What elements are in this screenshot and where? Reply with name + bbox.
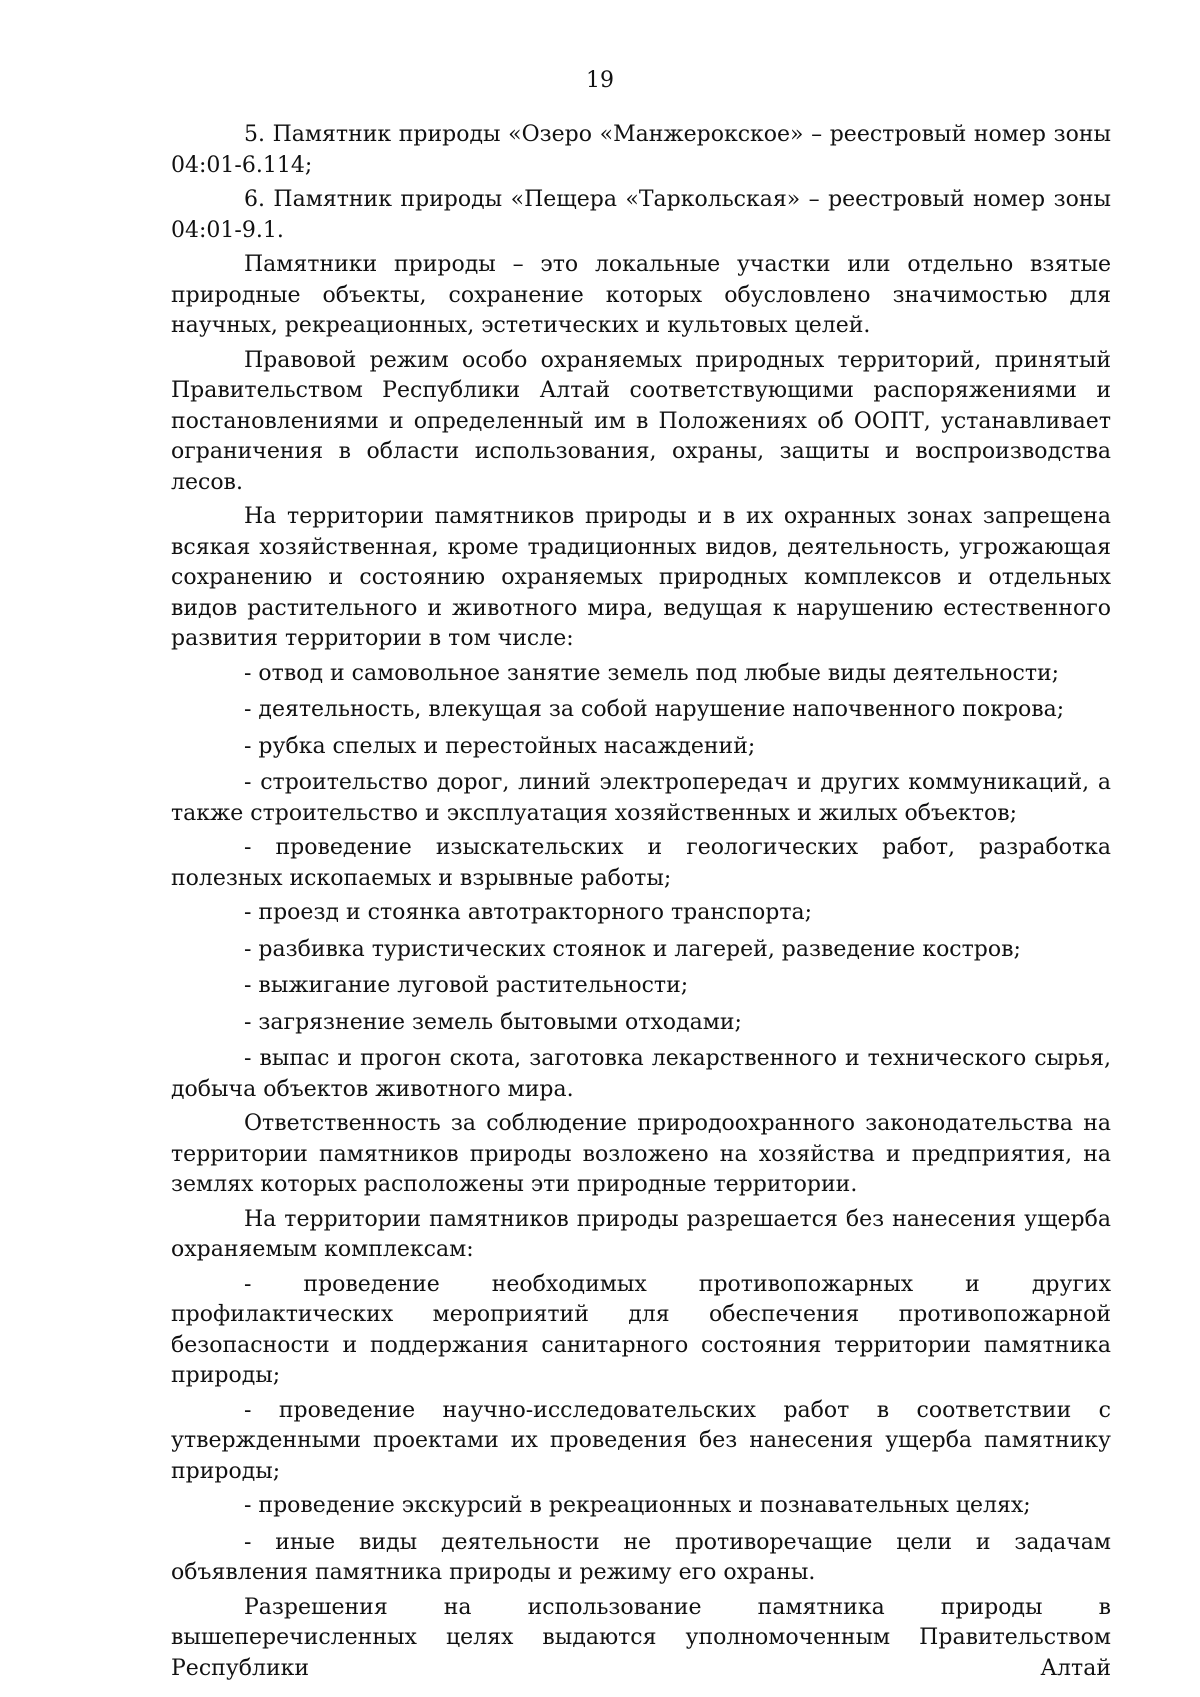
prohibition-item: - выжигание луговой растительности; <box>244 973 689 998</box>
paragraph-item-6: 6. Памятник природы «Пещера «Таркольская» – реестровый номер зоны 04:01-9.1. <box>171 187 1111 243</box>
prohibition-item: - деятельность, влекущая за собой нарушение напочвенного покрова; <box>244 697 1065 722</box>
permission-item: - проведение необходимых противопожарных и других профилактических мероприятий для обеспечения противопожарной безопасности и поддержания санитарного состояния территории памятника природы; <box>171 1271 1111 1388</box>
prohibition-item: - разбивка туристических стоянок и лагерей, разведение костров; <box>244 936 1021 962</box>
document-body <box>171 120 1111 1688</box>
paragraph-permits: Разрешения на использование памятника природы в вышеперечисленных целях выдаются уполномоченным Правительством Республики Алтай <box>171 1594 1111 1681</box>
prohibition-item: - отвод и самовольное занятие земель под любые виды деятельности; <box>244 660 1060 686</box>
paragraph-legal-regime: Правовой режим особо охраняемых природных территорий, принятый Правительством Республики Алтай соответствующими распоряжениями и постановлениями и определенный им в Положениях об ООПТ, устанавливает ограничения в области использования, охраны, защиты и воспроизводства лесов. <box>171 347 1111 495</box>
prohibition-item: - строительство дорог, линий электропередач и других коммуникаций, а также строительство и эксплуатация хозяйственных и жилых объектов; <box>171 770 1111 826</box>
permission-item: - проведение научно-исследовательских работ в соответствии с утвержденными проектами их проведения без нанесения ущерба памятнику природы; <box>171 1397 1111 1484</box>
page-number: 19 <box>586 68 614 93</box>
prohibition-item: - загрязнение земель бытовыми отходами; <box>244 1009 742 1035</box>
paragraph-item-5: 5. Памятник природы «Озеро «Манжерокское» – реестровый номер зоны 04:01-6.114; <box>171 122 1111 178</box>
paragraph-definition: Памятники природы – это локальные участки или отдельно взятые природные объекты, сохранение которых обусловлено значимостью для научных, рекреационных, эстетических и культовых целей. <box>171 252 1111 338</box>
permission-item: - иные виды деятельности не противоречащие цели и задачам объявления памятника природы и режиму его охраны. <box>171 1529 1111 1585</box>
prohibition-item: - рубка спелых и перестойных насаждений; <box>244 733 756 759</box>
paragraph-responsibility: Ответственность за соблюдение природоохранного законодательства на территории памятников природы возложено на хозяйства и предприятия, на землях которых расположены эти природные территории. <box>171 1111 1111 1197</box>
prohibition-item: - проведение изыскательских и геологических работ, разработка полезных ископаемых и взрывные работы; <box>171 835 1111 891</box>
permission-item: - проведение экскурсий в рекреационных и познавательных целях; <box>244 1493 1031 1518</box>
paragraph-prohibitions-intro: На территории памятников природы и в их охранных зонах запрещена всякая хозяйственная, кроме традиционных видов, деятельность, угрожающая сохранению и состоянию охраняемых природных комплексов и отдельных видов растительного и животного мира, ведущая к нарушению естественного развития территории в том числе: <box>171 504 1111 651</box>
prohibition-item: - проезд и стоянка автотракторного транспорта; <box>244 900 813 925</box>
paragraph-permissions-intro: На территории памятников природы разрешается без нанесения ущерба охраняемым комплексам: <box>171 1206 1111 1262</box>
prohibition-item: - выпас и прогон скота, заготовка лекарственного и технического сырья, добыча объектов животного мира. <box>171 1046 1111 1102</box>
